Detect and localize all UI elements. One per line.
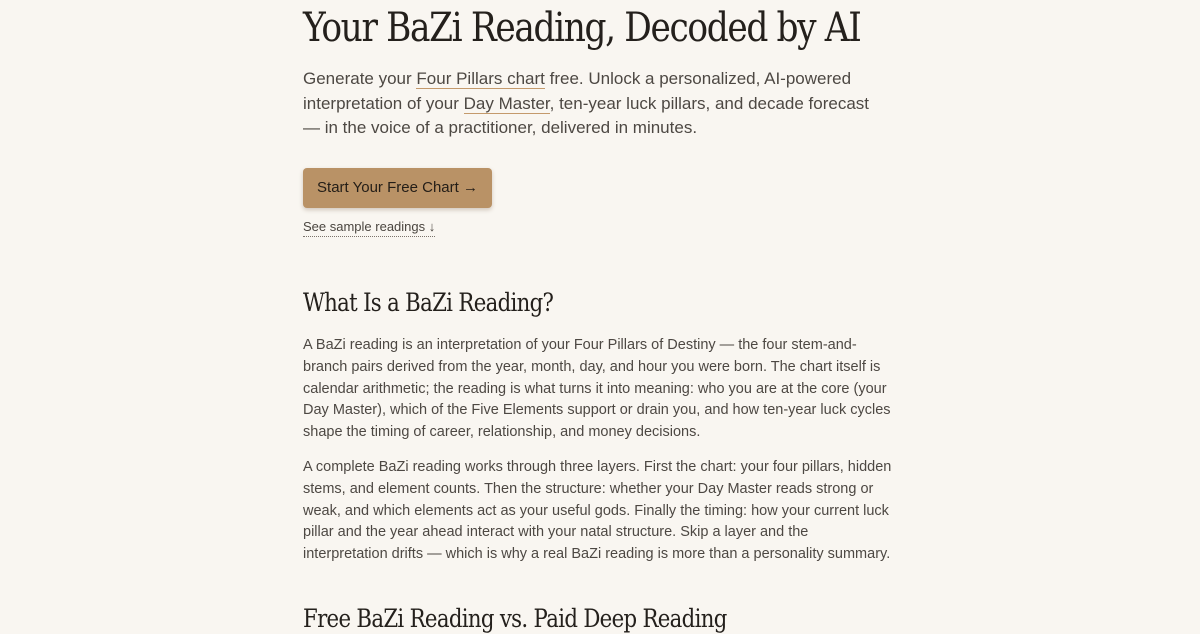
paragraph-what-is-bazi: A BaZi reading is an interpretation of your Four Pillars of Destiny — the four stem-and-branch pairs derived from the year, month, day, and hour you were born. The chart itself is calendar arithmetic; the reading is what turns it into meaning: who you are at the core (your Day Master), which of the Five Elements support or drain you, and how ten-year luck cycles shape the timing of career, relationship, and money decisions. bbox=[303, 337, 891, 441]
section-heading-free-vs-paid: Free BaZi Reading vs. Paid Deep Reading bbox=[303, 604, 727, 633]
page-title: Your BaZi Reading, Decoded by AI bbox=[303, 5, 861, 51]
four-pillars-chart-link[interactable]: Four Pillars chart bbox=[416, 69, 545, 88]
hero-description bbox=[303, 67, 878, 141]
section-heading-what-is-bazi: What Is a BaZi Reading? bbox=[303, 288, 554, 317]
paragraph-complete-reading: A complete BaZi reading works through three layers. First the chart: your four pillars, hidden stems, and element counts. Then the structure: whether your Day Master reads strong or weak, and which elements act as your useful gods. Finally the timing: how your current luck pillar and the year ahead interact with your natal structure. Skip a layer and the interpretation drifts — which is why a real BaZi reading is more than a personality summary. bbox=[303, 459, 892, 563]
see-sample-readings-link[interactable]: See sample readings ↓ bbox=[303, 218, 435, 237]
hero-text-1: Generate your bbox=[303, 69, 417, 88]
day-master-link[interactable]: Day Master bbox=[463, 93, 550, 113]
hero-text-3: , ten-year luck pillars, and decade forecast — in the voice of a practitioner, delivered in minutes. bbox=[303, 93, 870, 137]
start-free-chart-button[interactable]: Start Your Free Chart → bbox=[303, 168, 492, 208]
hero-text-2: free. Unlock a personalized, AI-powered interpretation of your bbox=[303, 69, 852, 113]
